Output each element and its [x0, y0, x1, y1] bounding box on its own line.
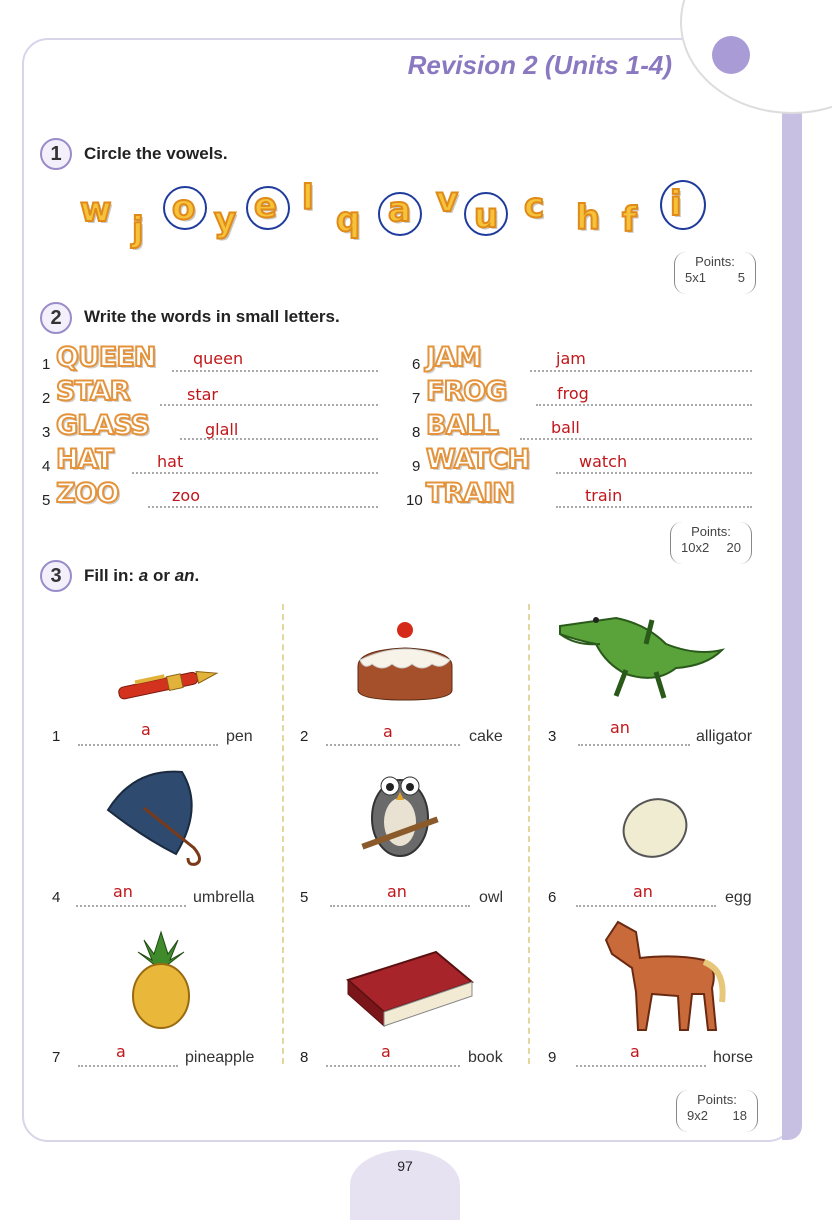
letter: j	[132, 210, 144, 250]
answer-line	[326, 1065, 460, 1067]
column-divider	[282, 604, 284, 1064]
item-number: 3	[548, 728, 557, 745]
answer-line	[76, 905, 186, 907]
points-calc: 9x2	[687, 1108, 708, 1123]
book-icon	[344, 948, 476, 1030]
article-answer: a	[141, 720, 151, 739]
exercise-1-instruction: Circle the vowels.	[84, 144, 228, 163]
exercise-2-instruction: Write the words in small letters.	[84, 307, 340, 326]
word-answer: zoo	[172, 486, 200, 505]
column-divider	[528, 604, 530, 1064]
word-number: 2	[42, 390, 51, 407]
noun-label: horse	[713, 1049, 754, 1066]
vowel-circle-mark	[464, 192, 508, 236]
item-number: 8	[300, 1049, 309, 1066]
item-number: 6	[548, 889, 557, 906]
owl-icon	[360, 758, 440, 870]
item-number: 7	[52, 1049, 61, 1066]
vowel-circle-mark	[660, 180, 706, 230]
exercise-1-number: 1	[40, 138, 72, 170]
item-number: 4	[52, 889, 61, 906]
word-answer: hat	[157, 452, 184, 471]
item-number: 5	[300, 889, 309, 906]
word-number: 10	[406, 492, 423, 509]
points-total: 20	[726, 540, 741, 555]
letter: c	[524, 186, 545, 226]
item-number: 2	[300, 728, 309, 745]
answer-line	[148, 506, 378, 508]
points-label: Points:	[697, 1092, 737, 1107]
vowel-circle-mark	[163, 186, 207, 230]
word-answer: star	[187, 385, 218, 404]
capital-word: TRAIN	[426, 478, 514, 509]
letter: u	[474, 196, 499, 236]
capital-word: QUEEN	[56, 342, 156, 373]
letter: f	[622, 200, 637, 240]
vowel-circle-mark	[378, 192, 422, 236]
letter: i	[670, 184, 682, 224]
word-answer: ball	[551, 418, 580, 437]
answer-line	[536, 404, 752, 406]
capital-word: GLASS	[56, 410, 149, 441]
points-label: Points:	[695, 254, 735, 269]
answer-line	[160, 404, 378, 406]
article-answer: an	[387, 882, 407, 901]
word-number: 7	[412, 390, 421, 407]
answer-line	[530, 370, 752, 372]
word-number: 8	[412, 424, 421, 441]
word-answer: queen	[193, 349, 244, 368]
word-number: 3	[42, 424, 51, 441]
letter: w	[80, 190, 112, 230]
answer-line	[78, 744, 218, 746]
article-answer: a	[381, 1042, 391, 1061]
answer-line	[576, 1065, 706, 1067]
word-answer: watch	[579, 452, 628, 471]
umbrella-icon	[104, 768, 214, 868]
answer-line	[556, 472, 752, 474]
capital-word: JAM	[426, 342, 481, 373]
word-number: 5	[42, 492, 51, 509]
points-label: Points:	[691, 524, 731, 539]
word-number: 1	[42, 356, 51, 373]
points-calc: 10x2	[681, 540, 710, 555]
exercise-2-points	[670, 522, 752, 564]
exercise-3-points	[676, 1090, 758, 1132]
item-number: 9	[548, 1049, 557, 1066]
page-edge-bar	[782, 100, 802, 1140]
alligator-icon	[556, 604, 726, 704]
noun-label: owl	[479, 889, 504, 906]
capital-word: BALL	[426, 410, 498, 441]
egg-icon	[620, 796, 690, 860]
capital-word: FROG	[426, 376, 507, 407]
letter: o	[172, 188, 196, 228]
instruction-text: .	[194, 566, 200, 585]
exercise-3-number: 3	[40, 560, 72, 592]
capital-word: STAR	[56, 376, 130, 407]
points-total: 5	[737, 270, 745, 285]
exercise-2-number: 2	[40, 302, 72, 334]
exercise-3-instruction	[84, 566, 199, 586]
capital-word: WATCH	[426, 444, 530, 475]
letter: l	[302, 178, 314, 218]
page-title: Revision 2 (Units 1-4)	[407, 50, 672, 80]
word-answer: frog	[557, 384, 589, 403]
answer-line	[520, 438, 752, 440]
word-answer: jam	[556, 349, 586, 368]
article-answer: a	[383, 722, 393, 741]
noun-label: cake	[469, 728, 503, 745]
letter: e	[254, 186, 278, 226]
answer-line	[172, 370, 378, 372]
corner-dot-icon	[712, 36, 750, 74]
word-number: 4	[42, 458, 51, 475]
letter: q	[336, 200, 361, 240]
article-answer: an	[610, 718, 630, 737]
instruction-text: or	[148, 566, 175, 585]
article-answer: a	[630, 1042, 640, 1061]
noun-label: egg	[725, 889, 752, 906]
vowel-circle-mark	[246, 186, 290, 230]
pen-icon	[106, 664, 226, 704]
instruction-an: an	[174, 566, 195, 585]
exercise-1-points	[674, 252, 756, 294]
noun-label: alligator	[696, 728, 753, 745]
word-answer: glall	[205, 420, 239, 439]
answer-line	[132, 472, 378, 474]
noun-label: pen	[226, 728, 253, 745]
answer-line	[78, 1065, 178, 1067]
letter: y	[214, 200, 237, 240]
capital-word: ZOO	[56, 478, 119, 509]
letter: a	[388, 190, 411, 230]
cake-icon	[352, 620, 458, 704]
word-number: 6	[412, 356, 421, 373]
horse-icon	[596, 918, 728, 1038]
item-number: 1	[52, 728, 61, 745]
article-answer: an	[633, 882, 653, 901]
article-answer: a	[116, 1042, 126, 1061]
answer-line	[326, 744, 460, 746]
points-calc: 5x1	[685, 270, 706, 285]
answer-line	[330, 905, 470, 907]
pineapple-icon	[130, 930, 192, 1030]
points-total: 18	[732, 1108, 747, 1123]
noun-label: book	[468, 1049, 503, 1066]
instruction-text: Fill in:	[84, 566, 139, 585]
word-answer: train	[585, 486, 623, 505]
article-answer: an	[113, 882, 133, 901]
noun-label: pineapple	[185, 1049, 255, 1066]
word-number: 9	[412, 458, 421, 475]
letter: h	[576, 198, 601, 238]
answer-line	[578, 744, 690, 746]
capital-word: HAT	[56, 444, 113, 475]
noun-label: umbrella	[193, 889, 255, 906]
page-number: 97	[397, 1158, 413, 1174]
instruction-a: a	[138, 566, 149, 585]
answer-line	[556, 506, 752, 508]
letter: v	[436, 180, 459, 220]
answer-line	[576, 905, 716, 907]
